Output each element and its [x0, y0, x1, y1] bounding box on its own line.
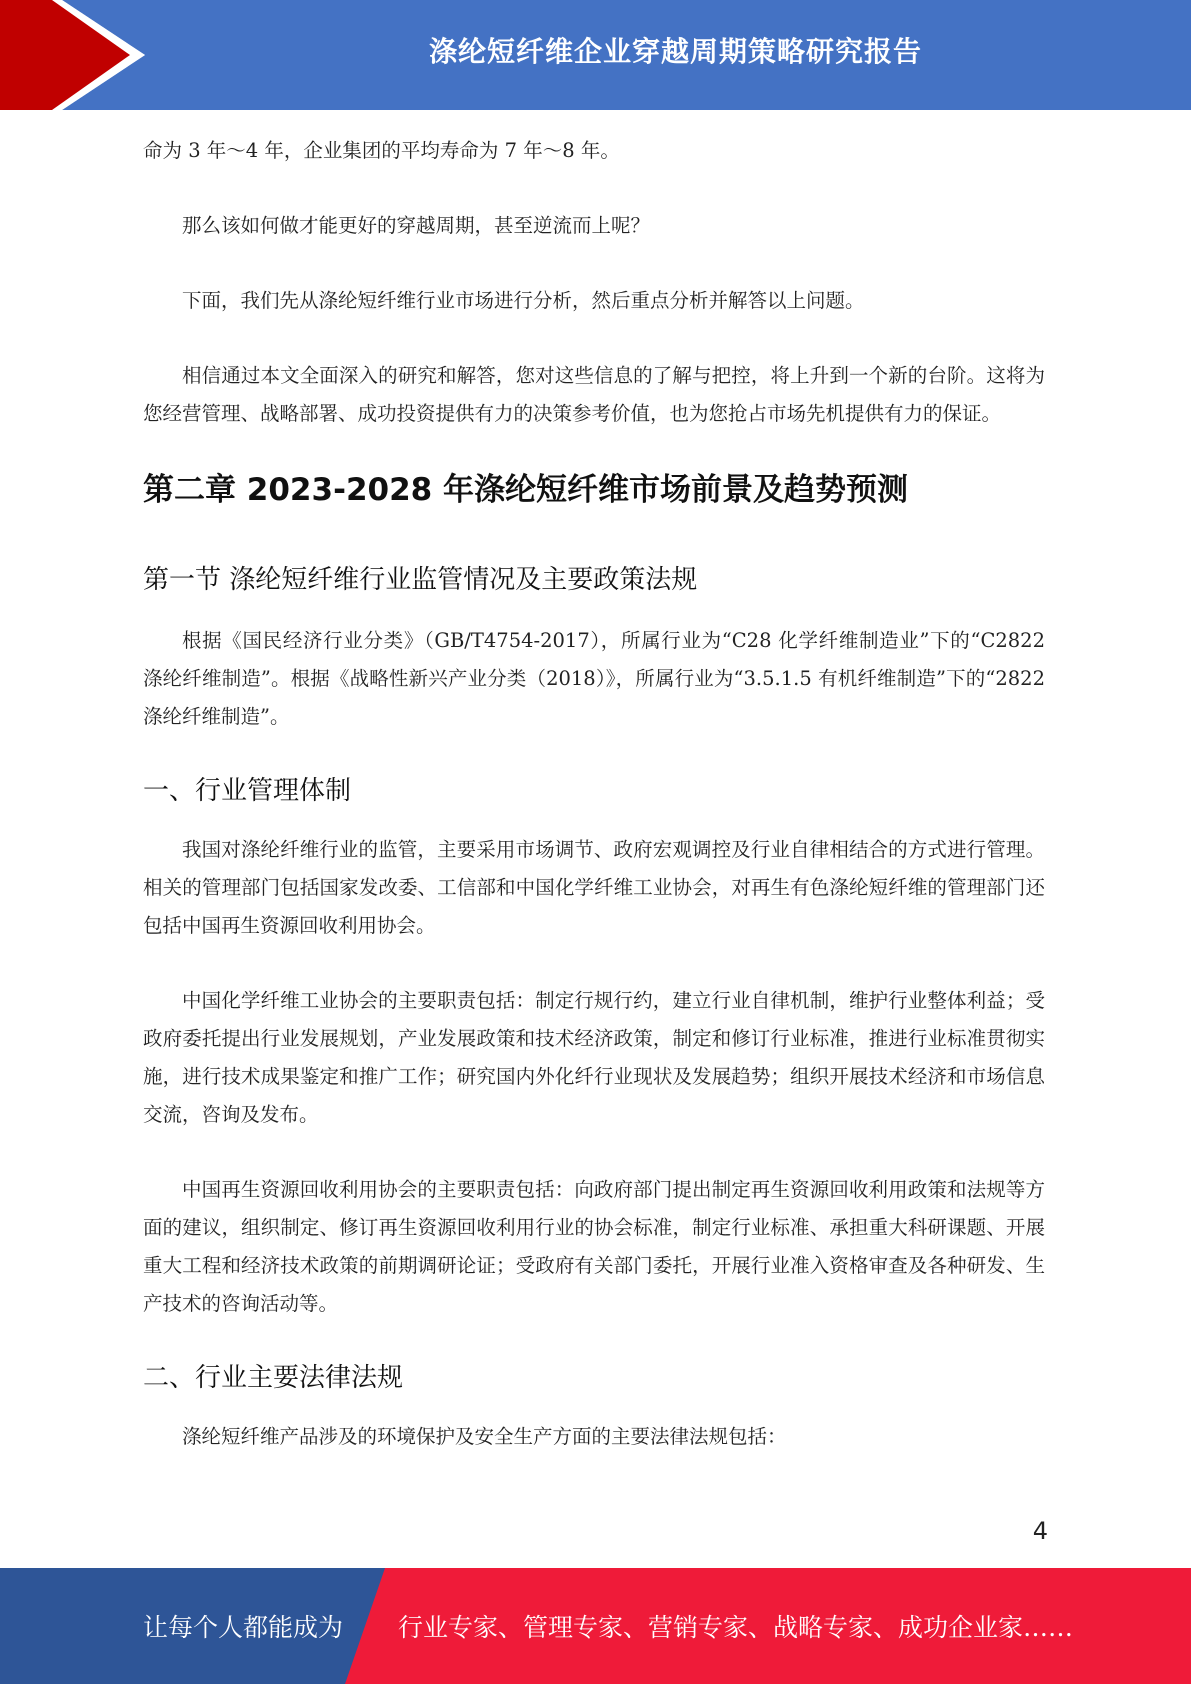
paragraph: 命为 3 年～4 年，企业集团的平均寿命为 7 年～8 年。	[143, 139, 620, 162]
subsection-heading: 二、行业主要法律法规	[143, 1363, 404, 1393]
page-header	[0, 0, 1191, 110]
paragraph: 根据《国民经济行业分类》（GB/T4754-2017），所属行业为“C28 化学纤维制造业”下的“C2822 涤纶纤维制造”。根据《战略性新兴产业分类（2018）》，所属行业为“3.5.1.5 有机纤维制造”下的“2822 涤纶纤维制造”。	[143, 629, 1045, 728]
page-number: 4	[1032, 1517, 1048, 1545]
paragraph: 下面，我们先从涤纶短纤维行业市场进行分析，然后重点分析并解答以上问题。	[182, 289, 865, 312]
page-footer	[0, 1568, 1191, 1684]
report-title: 涤纶短纤维企业穿越周期策略研究报告	[428, 35, 922, 68]
paragraph: 我国对涤纶纤维行业的监管，主要采用市场调节、政府宏观调控及行业自律相结合的方式进行管理。相关的管理部门包括国家发改委、工信部和中国化学纤维工业协会，对再生有色涤纶短纤维的管理部门还包括中国再生资源回收利用协会。	[143, 838, 1045, 937]
paragraph: 相信通过本文全面深入的研究和解答，您对这些信息的了解与把控，将上升到一个新的台阶。这将为您经营管理、战略部署、成功投资提供有力的决策参考价值，也为您抢占市场先机提供有力的保证。	[143, 364, 1045, 425]
paragraph: 中国再生资源回收利用协会的主要职责包括：向政府部门提出制定再生资源回收利用政策和法规等方面的建议，组织制定、修订再生资源回收利用行业的协会标准，制定行业标准、承担重大科研课题、开展重大工程和经济技术政策的前期调研论证；受政府有关部门委托，开展行业准入资格审查及各种研发、生产技术的咨询活动等。	[143, 1178, 1045, 1315]
paragraph: 那么该如何做才能更好的穿越周期，甚至逆流而上呢？	[182, 214, 651, 237]
chapter-heading: 第二章 2023-2028 年涤纶短纤维市场前景及趋势预测	[143, 472, 909, 508]
subsection-heading: 一、行业管理体制	[143, 776, 352, 806]
footer-slogan-right: 行业专家、管理专家、营销专家、战略专家、成功企业家……	[398, 1613, 1074, 1642]
footer-slogan-left: 让每个人都能成为	[143, 1613, 344, 1642]
section-heading: 第一节 涤纶短纤维行业监管情况及主要政策法规	[143, 565, 698, 595]
paragraph: 中国化学纤维工业协会的主要职责包括：制定行规行约，建立行业自律机制，维护行业整体利益；受政府委托提出行业发展规划，产业发展政策和技术经济政策，制定和修订行业标准，推进行业标准贯彻实施，进行技术成果鉴定和推广工作；研究国内外化纤行业现状及发展趋势；组织开展技术经济和市场信息交流，咨询及发布。	[143, 989, 1045, 1126]
page-content	[143, 132, 1045, 1493]
paragraph: 涤纶短纤维产品涉及的环境保护及安全生产方面的主要法律法规包括：	[182, 1425, 787, 1448]
